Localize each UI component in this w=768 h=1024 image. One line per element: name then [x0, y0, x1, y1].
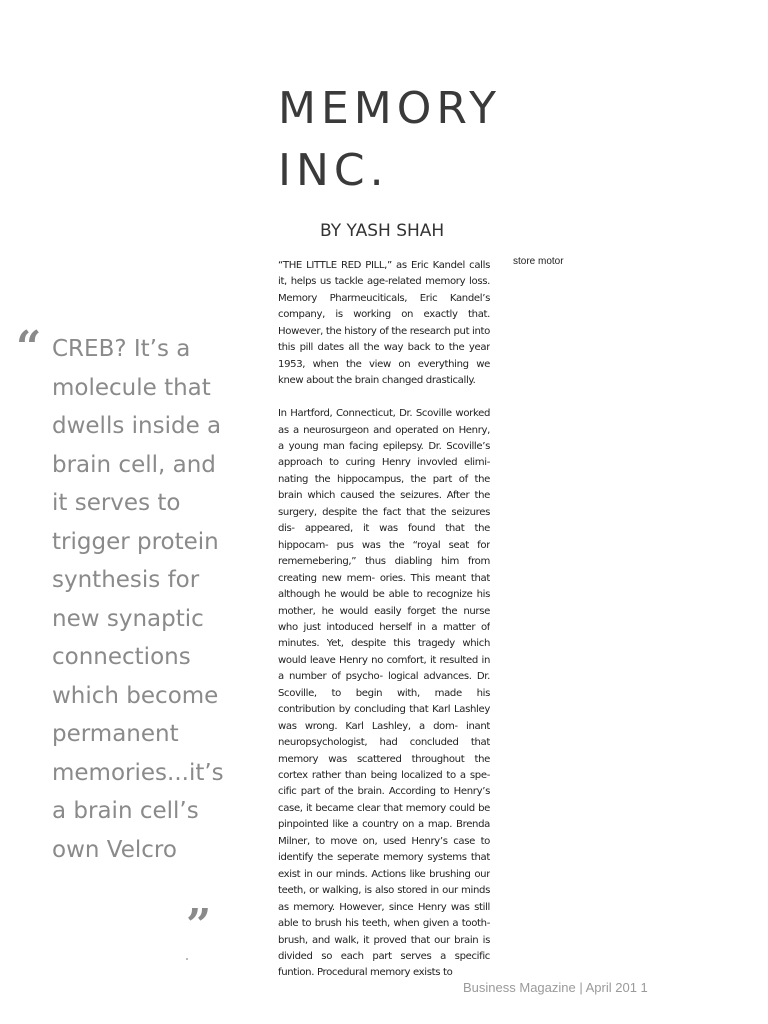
article-body [278, 258, 490, 1024]
title-line-1: MEMORY [278, 83, 501, 134]
close-quote-mark: ” [186, 900, 212, 951]
footer: Business Magazine | April 201 1 [463, 980, 648, 995]
paragraph-2: In Hartford, Connecticut, Dr. Scoville worked as a neurosurgeon and operated on Henry, a young man facing epilepsy. Dr. Scoville’s approach to curing Henry invovled elimi- nating the hippocampus, the part of the brain which caused the seizures. After the surgery, despite the fact that the seizures dis- appeared, it was found that the hippocam- pus was the “royal seat for rememebering,” thus diabling him from creating new mem- ories. This meant that although he would be able to recognize his mother, he would easily forget the nurse who just intoduced herself in a matter of minutes. Yet, despite this tragedy which would leave Henry no comfort, it resulted in a number of psycho- logical advances. Dr. Scoville, to begin with, made his contribution by concluding that Karl Lashley was wrong. Karl Lashley, a dom- inant neuropsychologist, had concluded that memory was scattered throughout the cortex rather than being localized to a spe- cific part of the brain. According to Henry’s case, it became clear that memory could be pinpointed like a country on a map. Brenda Milner, to move on, used Henry’s case to identify the seperate memory systems that exist in our minds. Actions like brushing our teeth, or walking, is also stored in our minds as memory. However, since Henry was still able to brush his teeth, when given a tooth- brush, and walk, it proved that our brain is divided so each part serves a specific funtion. Procedural memory exists to [278, 408, 490, 979]
side-note: store motor [513, 256, 564, 267]
decorative-dot [186, 958, 188, 960]
title-line-2: INC. [278, 145, 389, 196]
paragraph-1: “THE LITTLE RED PILL,” as Eric Kandel calls it, helps us tackle age-related memory loss. Memory Pharmeuciticals, Eric Kandel’s company, is working on exactly that. However, the history of the research put into this pill dates all the way back to the year 1953, when the view on everything we knew about the brain changed drastically. [278, 260, 490, 387]
pull-quote: CREB? It’s a molecule that dwells inside a brain cell, and it serves to trigger protein synthesis for new synaptic connections which become permanent memories...it’s a brain cell’s own Velcro [52, 336, 224, 863]
byline: BY YASH SHAH [320, 221, 445, 241]
open-quote-mark: “ [16, 322, 42, 373]
article-title [278, 78, 578, 202]
